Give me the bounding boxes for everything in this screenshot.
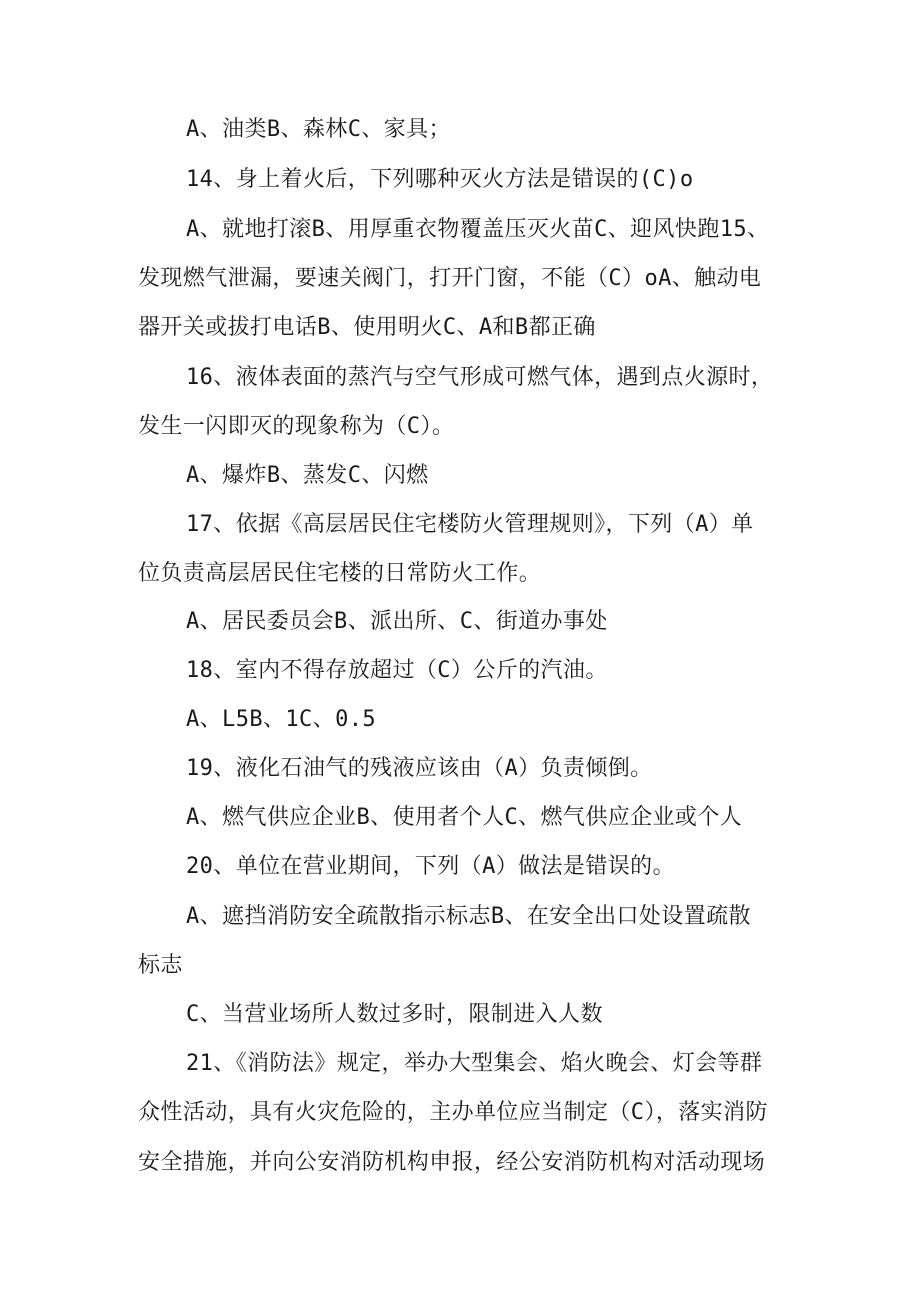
question-21-continued-2: 安全措施，并向公安消防机构申报，经公安消防机构对活动现场 (138, 1150, 766, 1175)
answer-options-17: A、居民委员会B、派出所、C、街道办事处 (186, 609, 608, 634)
question-18: 18、室内不得存放超过（C）公斤的汽油。 (186, 658, 608, 683)
question-20: 20、单位在营业期间，下列（A）做法是错误的。 (186, 854, 675, 879)
question-17-continued: 位负责高层居民住宅楼的日常防火工作。 (138, 561, 542, 586)
question-19: 19、液化石油气的残液应该由（A）负责倾倒。 (186, 756, 653, 781)
question-14: 14、身上着火后，下列哪种灭火方法是错误的(C)o (186, 167, 694, 192)
answer-options-20: A、遮挡消防安全疏散指示标志B、在安全出口处设置疏散 (186, 904, 751, 929)
question-15: 发现燃气泄漏，要速关阀门，打开门窗，不能（C）oA、触动电 (138, 266, 762, 291)
question-21: 21、《消防法》规定，举办大型集会、焰火晚会、灯会等群 (186, 1051, 763, 1076)
answer-options-15: 器开关或拔打电话B、使用明火C、A和B都正确 (138, 315, 596, 340)
answer-options-13: A、油类B、森林C、家具； (186, 117, 451, 142)
question-16-continued: 发生一闪即灭的现象称为（C）。 (138, 414, 455, 439)
answer-options-19: A、燃气供应企业B、使用者个人C、燃气供应企业或个人 (186, 805, 743, 830)
answer-option-20-c: C、当营业场所人数过多时，限制进入人数 (186, 1002, 603, 1027)
question-17: 17、依据《高层居民住宅楼防火管理规则》，下列（A）单 (186, 512, 754, 537)
question-21-continued: 众性活动，具有火灾危险的，主办单位应当制定（C），落实消防 (138, 1100, 768, 1125)
answer-options-16: A、爆炸B、蒸发C、闪燃 (186, 463, 429, 488)
answer-options-14: A、就地打滚B、用厚重衣物覆盖压灭火苗C、迎风快跑15、 (186, 217, 770, 242)
question-16: 16、液体表面的蒸汽与空气形成可燃气体，遇到点火源时， (186, 365, 774, 390)
answer-options-18: A、L5B、1C、0.5 (186, 707, 377, 732)
answer-options-20-continued: 标志 (138, 953, 183, 978)
